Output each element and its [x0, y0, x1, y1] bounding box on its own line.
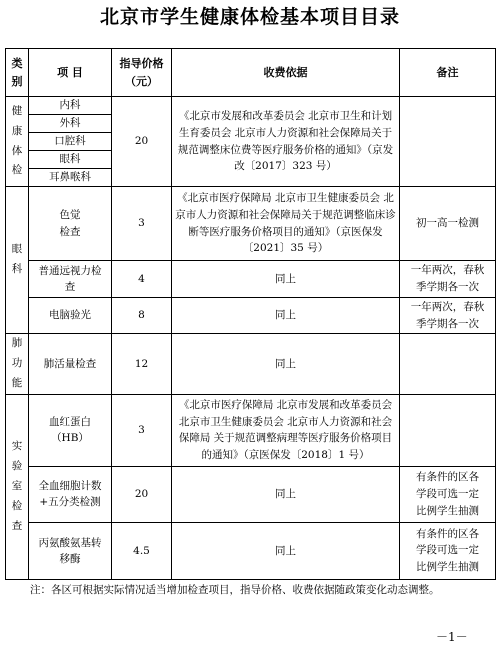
- item-text: 普通远视力检 查: [38, 264, 102, 293]
- remark-text: 一年两次，春秋 季学期各一次: [410, 300, 485, 330]
- remark-cell: [400, 261, 496, 298]
- document-title: 北京市学生健康体检基本项目目录: [99, 6, 400, 28]
- item-text: 丙氨酸氨基转 移酶: [38, 536, 102, 565]
- header-item: 项 目: [29, 49, 112, 97]
- basis-cell: 同上: [172, 261, 400, 298]
- category-health: [6, 97, 29, 187]
- item-text: 全血细胞计数 +五分类检测: [38, 480, 102, 509]
- price-cell: 3: [112, 187, 172, 261]
- item-cell: 口腔科: [29, 133, 112, 151]
- header-category-text: 类 别: [11, 57, 23, 88]
- exam-items-table: [5, 48, 496, 580]
- basis-cell: 同上: [172, 522, 400, 579]
- basis-cell: 《北京市医疗保障局 北京市发展和改革委员会 北京市卫生健康委员会 北京市人力资源和社会保障局 关于规范调整病理等医疗服务价格项目的通知》（京医保发〔2018〕1 号）: [172, 394, 400, 466]
- category-lung: [6, 334, 29, 395]
- header-category: [6, 49, 29, 97]
- price-cell: 20: [112, 97, 172, 187]
- category-eye-text: 眼 科: [11, 243, 23, 275]
- price-cell: 12: [112, 334, 172, 395]
- remark-cell: 初一高一检测: [400, 187, 496, 261]
- basis-cell: 同上: [172, 334, 400, 395]
- price-cell: 4.5: [112, 522, 172, 579]
- item-cell: 外科: [29, 115, 112, 133]
- item-cell: 耳鼻喉科: [29, 169, 112, 187]
- item-cell: 内科: [29, 97, 112, 115]
- category-health-text: 健 康 体 检: [11, 104, 23, 177]
- item-cell: [29, 187, 112, 261]
- price-cell: 3: [112, 394, 172, 466]
- remark-cell: [400, 298, 496, 334]
- basis-cell: 同上: [172, 466, 400, 522]
- category-lab: [6, 394, 29, 579]
- basis-cell: 《北京市医疗保障局 北京市卫生健康委员会 北京市人力资源和社会保障局关于规范调整临床诊断等医疗服务价格项目的通知》（京医保发〔2021〕35 号）: [172, 187, 400, 261]
- table-row: [6, 334, 496, 395]
- header-remark: 备注: [400, 49, 496, 97]
- remark-text: 一年两次，春秋 季学期各一次: [410, 264, 485, 293]
- remark-text: 有条件的区各 学段可选一定 比例学生抽测: [416, 527, 479, 574]
- item-cell: [29, 522, 112, 579]
- basis-cell: 《北京市发展和改革委员会 北京市卫生和计划生育委员会 北京市人力资源和社会保障局关于规范调整床位费等医疗服务价格的通知》（京发改〔2017〕323 号）: [172, 97, 400, 187]
- footnote: 注：各区可根据实际情况适当增加检查项目，指导价格、收费依据随政策变化动态调整。: [30, 584, 440, 596]
- price-cell: 20: [112, 466, 172, 522]
- remark-cell: [400, 394, 496, 466]
- item-cell: 眼科: [29, 151, 112, 169]
- item-cell: [29, 394, 112, 466]
- remark-cell: [400, 522, 496, 579]
- item-text: 血红蛋白 （HB）: [49, 416, 91, 445]
- header-price-text: 指导价格 （元）: [119, 57, 164, 88]
- table-row: [6, 187, 496, 261]
- remark-cell: [400, 466, 496, 522]
- basis-cell: 同上: [172, 298, 400, 334]
- table-row: [6, 522, 496, 579]
- header-price: [112, 49, 172, 97]
- item-cell: [29, 298, 112, 334]
- table-header-row: [6, 49, 496, 97]
- remark-cell: [400, 97, 496, 187]
- table-row: [6, 466, 496, 522]
- page-number: －1－: [436, 630, 468, 644]
- item-cell: [29, 466, 112, 522]
- item-cell: [29, 261, 112, 298]
- table-row: [6, 394, 496, 466]
- item-text: 电脑验光: [49, 309, 91, 322]
- header-basis: 收费依据: [172, 49, 400, 97]
- category-lab-text: 实 验 室 检 查: [11, 439, 23, 532]
- price-cell: 8: [112, 298, 172, 334]
- table-row: [6, 97, 496, 115]
- category-lung-text: 肺 功 能: [11, 337, 23, 389]
- remark-text: 有条件的区各 学段可选一定 比例学生抽测: [416, 471, 479, 517]
- category-eye: [6, 187, 29, 334]
- item-text: 色觉 检查: [59, 209, 81, 238]
- table-row: [6, 298, 496, 334]
- table-row: [6, 261, 496, 298]
- remark-cell: [400, 334, 496, 395]
- price-cell: 4: [112, 261, 172, 298]
- item-cell: 肺活量检查: [29, 334, 112, 395]
